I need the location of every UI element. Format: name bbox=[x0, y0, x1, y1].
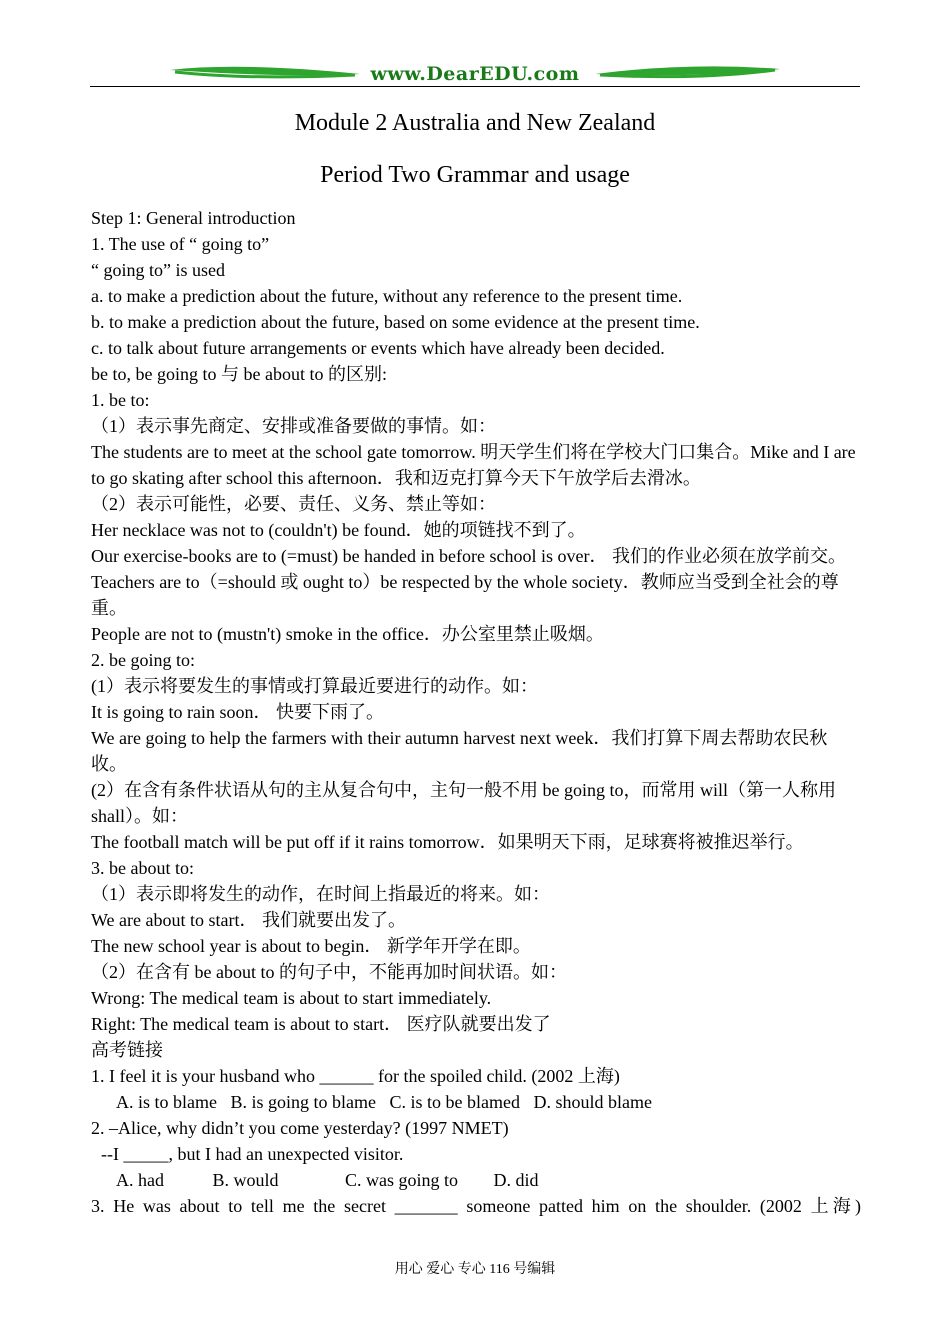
section-heading: 1. be to: bbox=[91, 390, 150, 410]
option: C. is to be blamed bbox=[389, 1092, 520, 1112]
question-reply: --I _____, but I had an unexpected visitor. bbox=[101, 1144, 404, 1164]
text-line: Wrong: The medical team is about to start immediately. bbox=[91, 988, 492, 1008]
text-line: (1）表示将要发生的事情或打算最近要进行的动作。如： bbox=[91, 676, 538, 696]
text-line: （1）表示事先商定、安排或准备要做的事情。如： bbox=[91, 416, 496, 436]
text-line: （2）在含有 be about to 的句子中，不能再加时间状语。如： bbox=[91, 962, 567, 982]
text-line: We are about to start． 我们就要出发了。 bbox=[91, 910, 406, 930]
question-stem: 2. –Alice, why didn’t you come yesterday? (1997 NMET) bbox=[91, 1118, 509, 1138]
section-heading: 3. be about to: bbox=[91, 858, 194, 878]
exam-link-heading: 高考链接 bbox=[91, 1040, 163, 1060]
text-line: “ going to” is used bbox=[91, 260, 225, 280]
option: A. is to blame bbox=[116, 1092, 217, 1112]
page-header bbox=[90, 60, 860, 90]
header-rule bbox=[90, 86, 860, 87]
example-paragraph: Teachers are to（=should 或 ought to）be respected by the whole society．教师应当受到全社会的尊重。 bbox=[91, 572, 839, 618]
example-paragraph: We are going to help the farmers with their autumn harvest next week．我们打算下周去帮助农民秋收。 bbox=[91, 728, 828, 774]
question-options bbox=[91, 1167, 861, 1193]
option: B. is going to blame bbox=[230, 1092, 376, 1112]
page-footer: 用心 爱心 专心 116 号编辑 bbox=[394, 1262, 556, 1277]
text-line: People are not to (mustn't) smoke in the office．办公室里禁止吸烟。 bbox=[91, 624, 604, 644]
example-paragraph: Our exercise-books are to (=must) be handed in before school is over． 我们的作业必须在放学前交。 bbox=[91, 546, 846, 566]
example-paragraph: The students are to meet at the school gate tomorrow. 明天学生们将在学校大门口集合。Mike and I are to go skating after school this afternoon．我和迈克打算今天下午放学后去滑冰。 bbox=[91, 442, 856, 488]
text-line: It is going to rain soon． 快要下雨了。 bbox=[91, 702, 384, 722]
option: A. had bbox=[116, 1170, 164, 1190]
page-title: Module 2 Australia and New Zealand bbox=[294, 110, 656, 136]
text-line: （2）表示可能性，必要、责任、义务、禁止等如： bbox=[91, 494, 496, 514]
example-paragraph: (2）在含有条件状语从句的主从复合句中，主句一般不用 be going to，而常用 will（第一人称用 shall）。如： bbox=[91, 780, 836, 826]
text-line: a. to make a prediction about the future, without any reference to the present time. bbox=[91, 286, 683, 306]
section-heading: 2. be going to: bbox=[91, 650, 195, 670]
document-body bbox=[91, 205, 861, 1219]
option: B. would bbox=[212, 1170, 279, 1190]
page-subtitle: Period Two Grammar and usage bbox=[320, 162, 630, 188]
site-logo-text: www.DearEDU.com bbox=[370, 63, 580, 85]
text-line: b. to make a prediction about the future, based on some evidence at the present time. bbox=[91, 312, 700, 332]
option: D. should blame bbox=[533, 1092, 652, 1112]
text-line: c. to talk about future arrangements or events which have already been decided. bbox=[91, 338, 665, 358]
question-stem: 3. He was about to tell me the secret _______ someone patted him on the shoulder. (2002 上海) bbox=[91, 1196, 861, 1216]
text-line: The new school year is about to begin． 新学年开学在即。 bbox=[91, 936, 531, 956]
text-line: Her necklace was not to (couldn't) be found．她的项链找不到了。 bbox=[91, 520, 586, 540]
text-line: Right: The medical team is about to start． 医疗队就要出发了 bbox=[91, 1014, 551, 1034]
step-heading: Step 1: General introduction bbox=[91, 208, 296, 228]
text-line: The football match will be put off if it rains tomorrow．如果明天下雨，足球赛将被推迟举行。 bbox=[91, 832, 804, 852]
question-options bbox=[91, 1089, 861, 1115]
option: C. was going to bbox=[345, 1170, 459, 1190]
text-line: be to, be going to 与 be about to 的区别: bbox=[91, 364, 387, 384]
text-line: （1）表示即将发生的动作，在时间上指最近的将来。如： bbox=[91, 884, 550, 904]
section-heading: 1. The use of “ going to” bbox=[91, 234, 270, 254]
question-stem: 1. I feel it is your husband who ______ for the spoiled child. (2002 上海) bbox=[91, 1066, 620, 1086]
option: D. did bbox=[493, 1170, 539, 1190]
